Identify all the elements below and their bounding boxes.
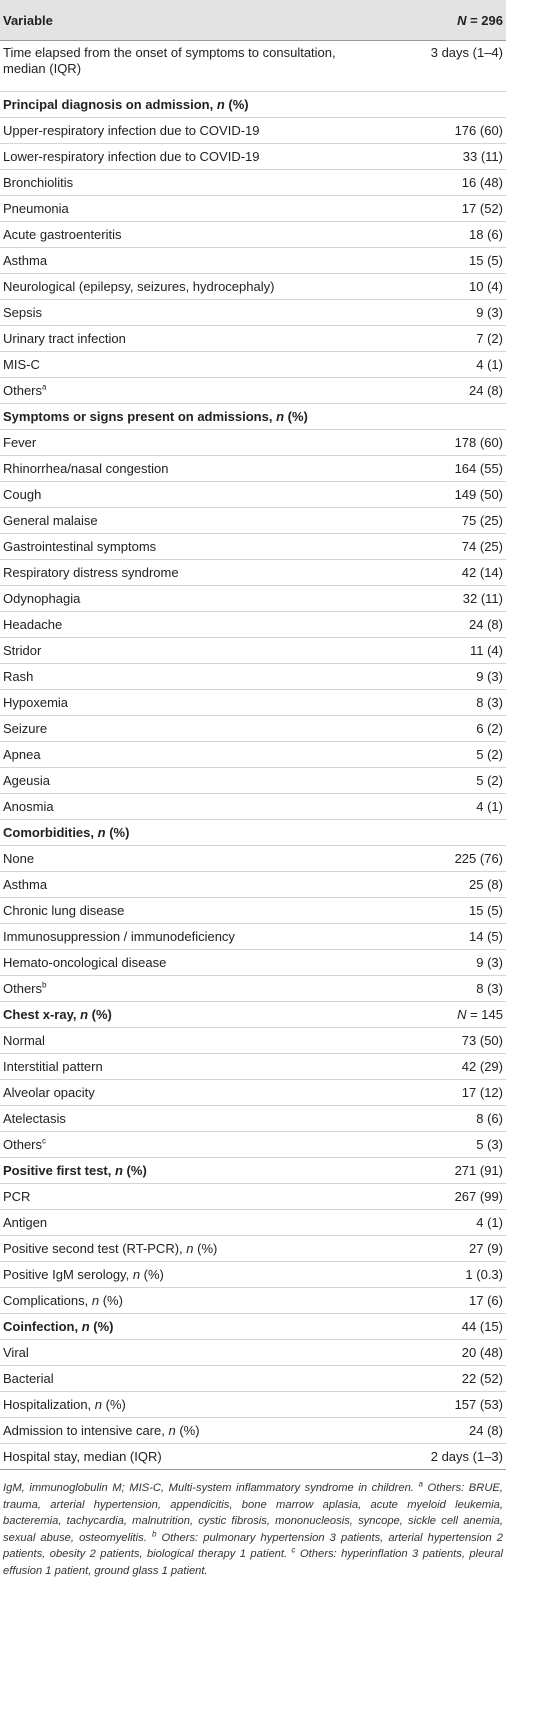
n-symbol: n (94, 1396, 103, 1412)
table-header-row (0, 0, 506, 41)
pct-symbol: (%) (140, 1266, 164, 1282)
table-row (0, 326, 506, 352)
table-row (0, 274, 506, 300)
table-row (0, 1028, 506, 1054)
row-value: 176 (60) (380, 118, 506, 144)
table-row (0, 1418, 506, 1444)
table-row (0, 846, 506, 872)
section-title: Positive first test, (3, 1162, 115, 1178)
section-value-text: = 145 (466, 1006, 503, 1022)
row-label: Hospital stay, median (IQR) (0, 1444, 380, 1470)
section-title: Comorbidities, (3, 824, 98, 840)
row-value: 27 (9) (380, 1236, 506, 1262)
row-label: Neurological (epilepsy, seizures, hydrocephaly) (0, 274, 380, 300)
n-symbol: n (186, 1240, 194, 1256)
table-row (0, 560, 506, 586)
row-value: 164 (55) (380, 456, 506, 482)
section-value: 44 (15) (380, 1314, 506, 1340)
table-row (0, 456, 506, 482)
table-row (0, 612, 506, 638)
row-label-text: Others (3, 382, 43, 398)
footnote-a-text: Others: BRUE, trauma, arterial hypertension, appendicitis, bone marrow aplasia, acute myeloid leukemia, bacteremia, tachycardia, malnutrition, cystic fibrosis, mononucleosis, syncope, sickle cell anemia, sexual abuse, osteomyelitis. (3, 1482, 503, 1544)
row-value: 6 (2) (380, 716, 506, 742)
section-title: Principal diagnosis on admission, (3, 96, 217, 112)
section-label (0, 1158, 380, 1184)
row-value: 9 (3) (380, 950, 506, 976)
row-value: 24 (8) (380, 1418, 506, 1444)
table-row (0, 924, 506, 950)
row-value: 1 (0.3) (380, 1262, 506, 1288)
table-row (0, 1132, 506, 1158)
table-row (0, 768, 506, 794)
row-value: 4 (1) (380, 794, 506, 820)
table-row (0, 1288, 506, 1314)
row-value: 14 (5) (380, 924, 506, 950)
pct-symbol: (%) (175, 1422, 200, 1438)
row-label: Stridor (0, 638, 380, 664)
row-value: 20 (48) (380, 1340, 506, 1366)
row-label (0, 378, 380, 404)
row-label: Asthma (0, 872, 380, 898)
table-row (0, 950, 506, 976)
row-value: 9 (3) (380, 664, 506, 690)
table-row (0, 586, 506, 612)
row-label: Asthma (0, 248, 380, 274)
pct-symbol: (%) (193, 1240, 218, 1256)
row-value: 73 (50) (380, 1028, 506, 1054)
table-row (0, 1184, 506, 1210)
table-row (0, 1106, 506, 1132)
row-label: Ageusia (0, 768, 380, 794)
row-label (0, 1236, 380, 1262)
row-label: Bronchiolitis (0, 170, 380, 196)
table-row (0, 430, 506, 456)
row-label-text: Admission to intensive care, (3, 1422, 169, 1438)
table-row (0, 482, 506, 508)
row-label: Hypoxemia (0, 690, 380, 716)
footnote-marker-b: b (42, 980, 47, 990)
section-value (380, 92, 506, 118)
row-value: 5 (2) (380, 768, 506, 794)
row-value: 75 (25) (380, 508, 506, 534)
row-label: Urinary tract infection (0, 326, 380, 352)
section-row (0, 92, 506, 118)
header-n-value: = 296 (466, 12, 503, 28)
row-value: 25 (8) (380, 872, 506, 898)
row-value: 3 days (1–4) (380, 41, 506, 92)
n-symbol: N (457, 1006, 467, 1022)
table-row (0, 170, 506, 196)
row-label: Odynophagia (0, 586, 380, 612)
row-label: Atelectasis (0, 1106, 380, 1132)
row-value: 4 (1) (380, 352, 506, 378)
row-value: 4 (1) (380, 1210, 506, 1236)
table-row (0, 144, 506, 170)
table-row (0, 300, 506, 326)
row-label: None (0, 846, 380, 872)
table-row (0, 1236, 506, 1262)
n-symbol: n (91, 1292, 100, 1308)
n-symbol: n (132, 1266, 141, 1282)
row-value: 8 (3) (380, 976, 506, 1002)
footnote-b-text: Others: pulmonary hypertension 3 patients, arterial hypertension 2 patients, obesity 2 patients, biological therapy 1 patient. (3, 1531, 503, 1560)
row-label: Apnea (0, 742, 380, 768)
header-variable: Variable (0, 0, 380, 41)
table-row (0, 196, 506, 222)
pct-symbol: (%) (99, 1292, 123, 1308)
section-row (0, 1158, 506, 1184)
section-title: Symptoms or signs present on admissions, (3, 408, 277, 424)
row-label-text: Complications, (3, 1292, 92, 1308)
table-row (0, 716, 506, 742)
row-value: 18 (6) (380, 222, 506, 248)
row-label: Seizure (0, 716, 380, 742)
row-value: 267 (99) (380, 1184, 506, 1210)
row-label: Immunosuppression / immunodeficiency (0, 924, 380, 950)
table-row (0, 222, 506, 248)
row-label: Hemato-oncological disease (0, 950, 380, 976)
row-label (0, 1262, 380, 1288)
row-label (0, 1132, 380, 1158)
footnote-marker-b: b (151, 1528, 157, 1538)
row-label: Pneumonia (0, 196, 380, 222)
row-label (0, 1288, 380, 1314)
pct-symbol: (%) (105, 824, 130, 840)
row-value: 11 (4) (380, 638, 506, 664)
table-row (0, 794, 506, 820)
row-label: MIS-C (0, 352, 380, 378)
row-value: 24 (8) (380, 378, 506, 404)
n-symbol: n (168, 1422, 176, 1438)
table-row (0, 118, 506, 144)
table-row (0, 1054, 506, 1080)
table-row (0, 534, 506, 560)
section-row (0, 1314, 506, 1340)
row-value: 74 (25) (380, 534, 506, 560)
pct-symbol: (%) (102, 1396, 126, 1412)
footnote-abbreviations: IgM, immunoglobulin M; MIS-C, Multi-system inflammatory syndrome in children. (3, 1482, 419, 1494)
row-label: PCR (0, 1184, 380, 1210)
header-n (380, 0, 506, 41)
section-label (0, 820, 380, 846)
row-value: 16 (48) (380, 170, 506, 196)
row-label (0, 1418, 380, 1444)
row-value: 10 (4) (380, 274, 506, 300)
row-value: 24 (8) (380, 612, 506, 638)
row-label: Chronic lung disease (0, 898, 380, 924)
pct-symbol: (%) (122, 1162, 147, 1178)
section-row (0, 1002, 506, 1028)
row-label: Acute gastroenteritis (0, 222, 380, 248)
row-label: Fever (0, 430, 380, 456)
n-symbol: n (276, 408, 285, 424)
section-label (0, 1314, 380, 1340)
row-label-text: Others (3, 1136, 43, 1152)
row-label: General malaise (0, 508, 380, 534)
section-label (0, 404, 380, 430)
row-value: 9 (3) (380, 300, 506, 326)
footnote-marker-c: c (291, 1545, 296, 1555)
table-row (0, 1444, 506, 1470)
row-label: Rash (0, 664, 380, 690)
row-value: 5 (3) (380, 1132, 506, 1158)
section-label (0, 92, 380, 118)
table-row (0, 508, 506, 534)
row-value: 15 (5) (380, 248, 506, 274)
table-row (0, 352, 506, 378)
row-label: Anosmia (0, 794, 380, 820)
row-value: 42 (29) (380, 1054, 506, 1080)
row-value: 8 (6) (380, 1106, 506, 1132)
table-row (0, 1262, 506, 1288)
row-label-text: Positive second test (RT-PCR), (3, 1240, 187, 1256)
header-n-symbol: N (457, 12, 467, 28)
section-value (380, 404, 506, 430)
row-value: 149 (50) (380, 482, 506, 508)
n-symbol: n (114, 1162, 123, 1178)
table-footnote (0, 1470, 506, 1579)
row-label: Respiratory distress syndrome (0, 560, 380, 586)
row-value: 17 (12) (380, 1080, 506, 1106)
table-row (0, 742, 506, 768)
table-row (0, 41, 506, 92)
row-value: 17 (52) (380, 196, 506, 222)
table-row (0, 664, 506, 690)
pct-symbol: (%) (89, 1318, 114, 1334)
section-title: Chest x-ray, (3, 1006, 81, 1022)
row-value: 2 days (1–3) (380, 1444, 506, 1470)
row-label: Gastrointestinal symptoms (0, 534, 380, 560)
row-value: 7 (2) (380, 326, 506, 352)
row-value: 33 (11) (380, 144, 506, 170)
table-row (0, 1080, 506, 1106)
row-label: Sepsis (0, 300, 380, 326)
section-row (0, 820, 506, 846)
footnote-marker-a: a (418, 1479, 423, 1489)
row-label-text: Positive IgM serology, (3, 1266, 133, 1282)
pct-symbol: (%) (88, 1006, 112, 1022)
section-value (380, 1002, 506, 1028)
section-row (0, 404, 506, 430)
n-symbol: n (81, 1318, 90, 1334)
row-label (0, 1392, 380, 1418)
row-label-text: Hospitalization, (3, 1396, 95, 1412)
row-value: 178 (60) (380, 430, 506, 456)
row-label: Alveolar opacity (0, 1080, 380, 1106)
table-row (0, 1366, 506, 1392)
row-value: 157 (53) (380, 1392, 506, 1418)
row-label: Time elapsed from the onset of symptoms to consultation, median (IQR) (0, 41, 380, 92)
row-label: Lower-respiratory infection due to COVID-19 (0, 144, 380, 170)
table-row (0, 1210, 506, 1236)
row-value: 8 (3) (380, 690, 506, 716)
row-value: 42 (14) (380, 560, 506, 586)
row-value: 17 (6) (380, 1288, 506, 1314)
table-row (0, 872, 506, 898)
footnote-marker-a: a (42, 382, 47, 392)
n-symbol: n (80, 1006, 89, 1022)
table-row (0, 1340, 506, 1366)
row-label: Interstitial pattern (0, 1054, 380, 1080)
pct-symbol: (%) (224, 96, 249, 112)
row-label: Headache (0, 612, 380, 638)
row-label: Antigen (0, 1210, 380, 1236)
row-value: 5 (2) (380, 742, 506, 768)
section-label (0, 1002, 380, 1028)
table-row (0, 638, 506, 664)
row-label: Bacterial (0, 1366, 380, 1392)
footnote-c-text: Others: hyperinflation 3 patients, pleural effusion 1 patient, ground glass 1 patient. (3, 1548, 504, 1577)
row-value: 15 (5) (380, 898, 506, 924)
section-title: Coinfection, (3, 1318, 82, 1334)
row-label-text: Others (3, 980, 43, 996)
table-row (0, 248, 506, 274)
row-label: Rhinorrhea/nasal congestion (0, 456, 380, 482)
pct-symbol: (%) (284, 408, 308, 424)
n-symbol: n (216, 96, 225, 112)
row-label (0, 976, 380, 1002)
n-symbol: n (97, 824, 106, 840)
table-row (0, 1392, 506, 1418)
row-label: Upper-respiratory infection due to COVID-19 (0, 118, 380, 144)
row-value: 32 (11) (380, 586, 506, 612)
footnote-marker-c: c (42, 1136, 47, 1146)
section-value (380, 820, 506, 846)
row-label: Cough (0, 482, 380, 508)
row-label: Normal (0, 1028, 380, 1054)
section-value: 271 (91) (380, 1158, 506, 1184)
table-row (0, 898, 506, 924)
table-row (0, 976, 506, 1002)
row-value: 225 (76) (380, 846, 506, 872)
row-label: Viral (0, 1340, 380, 1366)
row-value: 22 (52) (380, 1366, 506, 1392)
table-row (0, 378, 506, 404)
table-row (0, 690, 506, 716)
